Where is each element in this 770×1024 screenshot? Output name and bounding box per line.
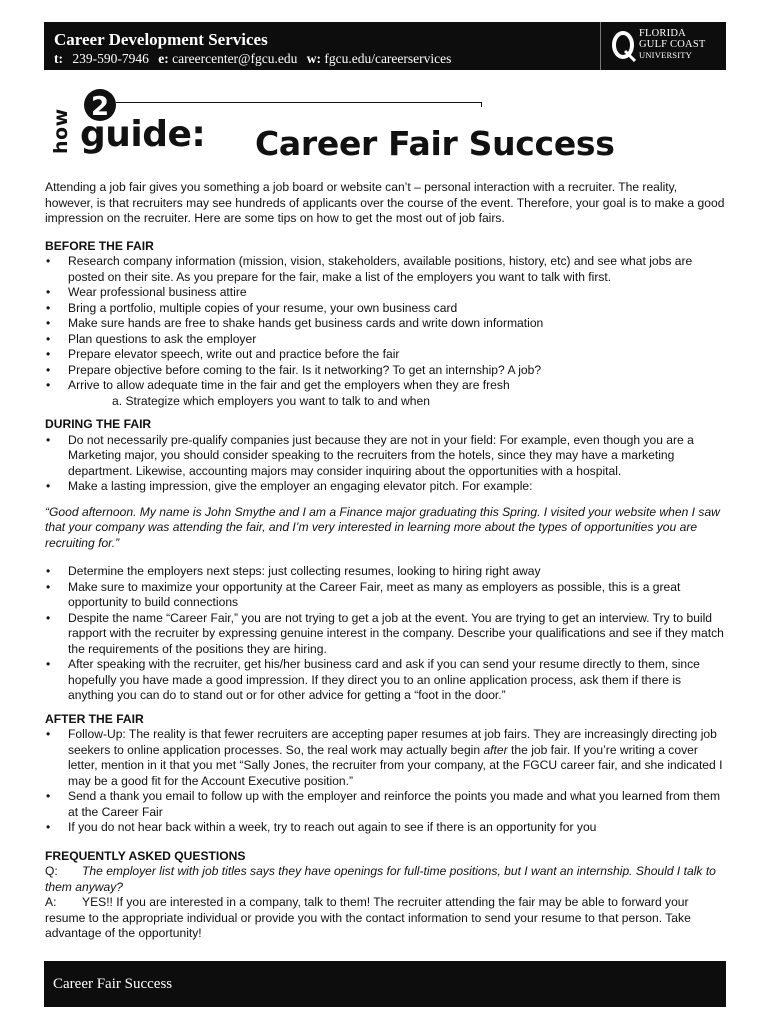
list-item: • Prepare objective before coming to the fair. Is it networking? To get an internship? A job? xyxy=(45,363,727,379)
phone-number: 239-590-7946 xyxy=(72,51,149,66)
list-item: • If you do not hear back within a week, try to reach out again to see if there is an opportunity for you xyxy=(45,820,727,836)
faq-question xyxy=(45,864,727,895)
logo-line-3: UNIVERSITY xyxy=(639,50,692,60)
header-rule xyxy=(116,102,482,103)
answer-text: YES!! If you are interested in a company, talk to them! The recruiter attending the fair may be able to forward your resume to the appropriate individual or provide you with the contact information to send your resume to that person. Take advantage of the opportunity! xyxy=(45,895,691,940)
list-item: • Make sure to maximize your opportunity at the Career Fair, meet as many as employers as possible, this is a great opportunity to build connections xyxy=(45,580,727,611)
after-fair-heading: AFTER THE FAIR xyxy=(45,711,144,726)
list-item: • Plan questions to ask the employer xyxy=(45,332,727,348)
fgcu-logo-mark-icon xyxy=(611,29,637,63)
footer-bar xyxy=(44,961,726,1007)
web-address: fgcu.edu/careerservices xyxy=(324,51,452,66)
footer-title: Career Fair Success xyxy=(53,976,173,992)
list-item: • Make sure hands are free to shake hands get business cards and write down information xyxy=(45,316,727,332)
during-fair-heading: DURING THE FAIR xyxy=(45,417,152,431)
list-item: • Despite the name “Career Fair,” you are not trying to get a job at the event. You are trying to get an interview. Try to build rapport with the recruiter by expressing genuine interest in the company. Describe your qualifications and see if they match the requirements of the positions they are hiring. xyxy=(45,611,727,658)
logo-wordmark xyxy=(639,28,705,61)
list-item: • Determine the employers next steps: just collecting resumes, looking to hiring right away xyxy=(45,564,727,580)
how-word: how xyxy=(50,108,72,154)
web-label: w: xyxy=(306,51,321,66)
list-item: • Wear professional business attire xyxy=(45,285,727,301)
list-item: • Arrive to allow adequate time in the fair and get the employers when they are fresh xyxy=(45,378,727,394)
contact-line xyxy=(54,51,451,67)
list-item: • After speaking with the recruiter, get his/her business card and ask if you can send your resume directly to them, since hopefully you have made a good impression. If they direct you to an online application process, ask them if there is anything you can do to stand out or for other advice for getting a “foot in the door.” xyxy=(45,657,727,704)
before-fair-list xyxy=(45,254,727,394)
logo-line-1: FLORIDA xyxy=(639,28,686,39)
email-label: e: xyxy=(158,51,169,66)
elevator-pitch-quote: “Good afternoon. My name is John Smythe and I am a Finance major graduating this Spring. I visited your website when I saw that your company was attending the fair, and I’m very interested in learning more about the types of opportunities you are recruiting for.” xyxy=(45,504,720,550)
list-item: • Make a lasting impression, give the employer an engaging elevator pitch. For example: xyxy=(45,479,727,495)
question-text: The employer list with job titles says they have openings for full-time positions, but I want an internship. Should I talk to them anyway? xyxy=(45,864,716,894)
two-digit: 2 xyxy=(90,92,110,122)
faq-answer xyxy=(45,895,727,942)
phone-label: t: xyxy=(54,51,63,66)
during-fair-list-2 xyxy=(45,564,727,704)
after-fair-list xyxy=(45,727,727,836)
emphasis-after: after xyxy=(483,742,508,757)
document-body xyxy=(45,180,727,942)
list-item: • Prepare elevator speech, write out and practice before the fair xyxy=(45,347,727,363)
sub-list-item: a. Strategize which employers you want to talk to and when xyxy=(112,393,430,408)
department-title: Career Development Services xyxy=(54,30,268,49)
list-item xyxy=(45,727,727,789)
follow-up-text-cont: the job fair. If you’re writing a cover letter, mention in it that you met “Sally Jones, the recruiter from your company, at the FGCU career fair, and she indicated I may be a good fit for the Account Executive position.” xyxy=(68,742,723,788)
page-title: Career Fair Success xyxy=(255,124,615,163)
email-address: careercenter@fgcu.edu xyxy=(172,51,298,66)
intro-paragraph: Attending a job fair gives you something a job board or website can’t – personal interaction with a recruiter. The reality, however, is that recruiters may see hundreds of applicants over the course of the event. Therefore, your goal is to make a good impression on the recruiter. Here are some tips on how to get the most out of job fairs. xyxy=(45,180,725,225)
logo-line-2: GULF COAST xyxy=(639,39,706,50)
faq-heading: FREQUENTLY ASKED QUESTIONS xyxy=(45,848,246,863)
header-rule-tick xyxy=(481,102,482,107)
before-fair-heading: BEFORE THE FAIR xyxy=(45,238,154,253)
list-item: • Send a thank you email to follow up with the employer and reinforce the points you made and what you learned from them at the Career Fair xyxy=(45,789,727,820)
list-item: • Bring a portfolio, multiple copies of your resume, your own business card xyxy=(45,301,727,317)
list-item: • Research company information (mission, vision, stakeholders, available positions, history, etc) and see what jobs are posted on their site. As you prepare for the fair, make a list of the employers you want to talk with first. xyxy=(45,254,727,285)
guide-word: guide: xyxy=(80,114,206,155)
header-bar xyxy=(44,22,726,70)
university-logo xyxy=(600,22,727,70)
follow-up-text: Follow-Up: The reality is that fewer recruiters are accepting paper resumes at job fairs. They are increasingly directing job seekers to online application processes. So, the real work may actually begin xyxy=(68,727,717,757)
during-fair-list xyxy=(45,433,727,495)
list-item: • Do not necessarily pre-qualify companies just because they are not in your field: For example, even though you are a Marketing major, you should consider speaking to the recruiters from the hotels, since they may have a marketing department. Likewise, accounting majors may consider inquiring about the opportunities with a hospital. xyxy=(45,433,727,480)
question-label: Q: xyxy=(45,864,58,878)
answer-label: A: xyxy=(45,895,57,909)
